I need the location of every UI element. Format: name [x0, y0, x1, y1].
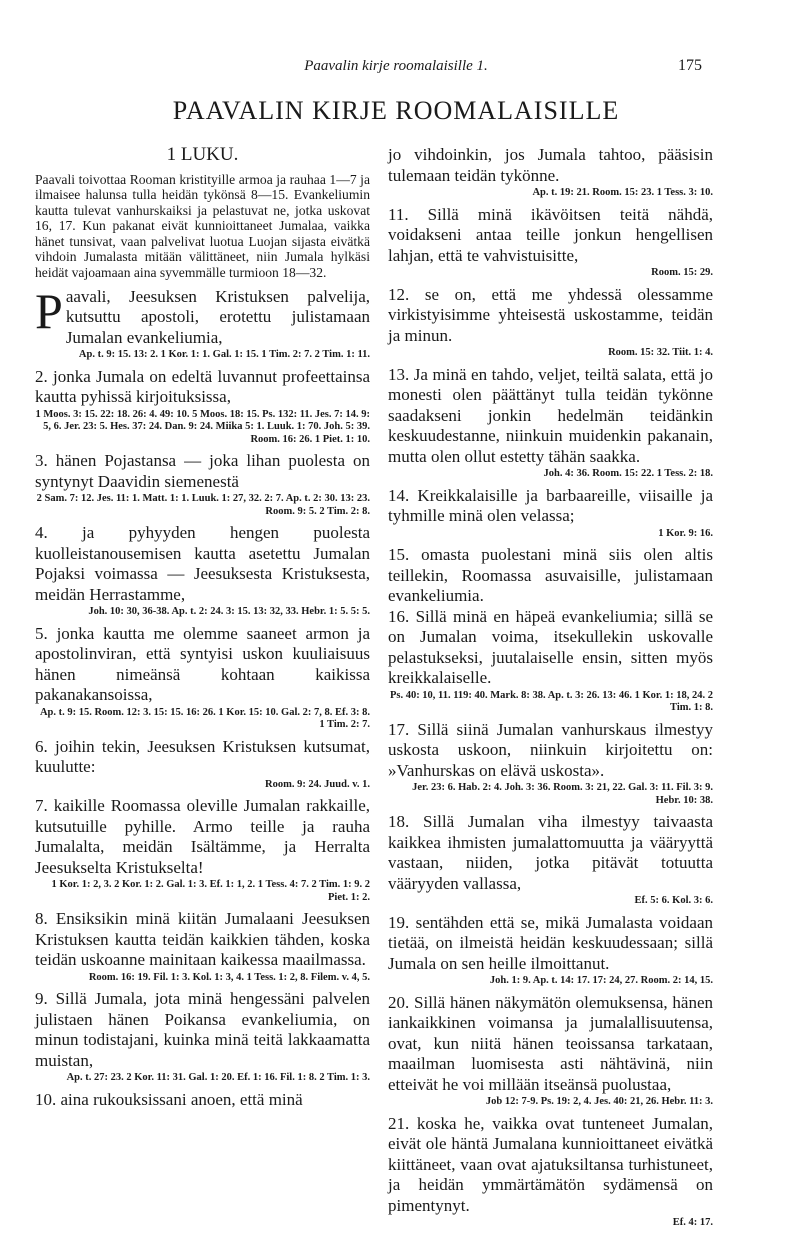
drop-cap: P: [35, 282, 63, 339]
verse-number: 8.: [35, 909, 48, 929]
verse: [35, 451, 370, 492]
verse-number: 11.: [388, 204, 409, 224]
verse-number: 6.: [35, 736, 48, 756]
right-column: [388, 145, 713, 1235]
verse-text: sentähden että se, mikä Jumalasta voidaan tietää, on ilmeistä heidän keskuudessaan; sillä Jumala on sen heille ilmoittanut.: [388, 912, 713, 973]
verse-number: 10.: [35, 1089, 57, 1109]
verse-text: kaikille Roomassa oleville Jumalan rakkaille, kutsutuille pyhille. Armo teille ja rauha Jumalalta, meidän Isältämme, ja Herralta Jeesukselta Kristukselta!: [35, 796, 370, 877]
verse-text: omasta puolestani minä siis olen altis teillekin, Roomassa asuvaisille, julistamaan evankeliumia.: [388, 545, 713, 605]
cross-references: Room. 15: 32. Tiit. 1: 4.: [608, 347, 713, 358]
verse: [388, 913, 713, 975]
verse-text: Sillä hänen näkymätön olemuksensa, hänen iankaikkinen voimansa ja jumalallisuutensa, ovat, kun niitä hänen teoissansa tarkataan, maailman luomisesta asti nähtävinä, niin etteivät he voi millään itseänsä puolustaa,: [388, 992, 714, 1094]
verse-number: 17.: [388, 719, 410, 739]
cross-references: Ap. t. 19: 21. Room. 15: 23. 1 Tess. 3: 10.: [532, 187, 713, 198]
cross-references: Ef. 4: 17.: [672, 1217, 713, 1228]
verse-text: Sillä minä en häpeä evankeliumia; sillä se on Jumalan voima, itsekullekin uskovalle pelastukseksi, juutalaiselle ensin, sitten myös kreikkalaiselle.: [388, 606, 714, 687]
verse-number: 14.: [388, 485, 410, 505]
verse-text: Sillä siinä Jumalan vanhurskaus ilmestyy uskosta uskoon, niinkuin kirjoitettu on: »Vanhurskas on elävä uskosta».: [388, 719, 714, 780]
verse-text: Ensiksikin minä kiitän Jumalaani Jeesuksen Kristuksen kautta teidän kaikkien tähden, koska teidän uskoanne mainitaan kaikessa maailmassa.: [35, 909, 370, 970]
book-title: PAAVALIN KIRJE ROOMALAISILLE: [172, 96, 620, 125]
verse: [388, 993, 713, 1096]
verse: [35, 796, 370, 878]
verse-text: hänen Pojastansa — joka lihan puolesta on syntynyt Daavidin siemenestä: [35, 451, 370, 491]
verse-text: koska he, vaikka ovat tunteneet Jumalan, eivät ole häntä Jumalana kunnioittaneet eivätkä kiittäneet, vaan ovat ajatuksiltansa turhistuneet, ja heidän ymmärtämätön sydämensä on pimentynyt.: [388, 1113, 714, 1215]
verse: [35, 624, 370, 706]
cross-references: Room. 15: 29.: [651, 267, 713, 278]
cross-references: 1 Kor. 9: 16.: [658, 527, 713, 539]
cross-references: 2 Sam. 7: 12. Jes. 11: 1. Matt. 1: 1. Luuk. 1: 27, 32. 2: 7. Ap. t. 2: 30. 13: 23. Room. 9: 5. 2 Tim. 2: 8.: [36, 493, 370, 517]
running-title: Paavalin kirje roomalaisille 1.: [304, 58, 488, 74]
verse-number: 5.: [35, 623, 48, 643]
verse-number: 2.: [35, 366, 48, 386]
verse-text: jo vihdoinkin, jos Jumala tahtoo, pääsisin tulemaan teidän tykönne.: [388, 145, 713, 185]
cross-references: Ap. t. 27: 23. 2 Kor. 11: 31. Gal. 1: 20. Ef. 1: 16. Fil. 1: 8. 2 Tim. 1: 3.: [66, 1072, 370, 1084]
verse: [388, 486, 713, 527]
cross-references: Joh. 10: 30, 36-38. Ap. t. 2: 24. 3: 15. 13: 32, 33. Hebr. 1: 5. 5: 5.: [88, 606, 370, 618]
cross-references: 1 Kor. 1: 2, 3. 2 Kor. 1: 2. Gal. 1: 3. Ef. 1: 1, 2. 1 Tess. 4: 7. 2 Tim. 1: 9. 2 Piet. 1: 2.: [51, 879, 370, 903]
verse: [388, 1114, 713, 1217]
cross-references: Job 12: 7-9. Ps. 19: 2, 4. Jes. 40: 21, 26. Hebr. 11: 3.: [485, 1096, 713, 1107]
verse: [388, 812, 713, 894]
verse-text: ja pyhyyden hengen puolesta kuolleistanousemisen kautta asetettu Jumalan Pojaksi voimassa — Jeesuksesta Kristuksesta, meidän Herrastamme,: [35, 523, 370, 604]
verse: [35, 1090, 370, 1111]
verse-number: 7.: [35, 796, 48, 816]
verse: [388, 365, 713, 468]
verse-number: 16.: [388, 606, 410, 626]
verse-text: Ja minä en tahdo, veljet, teiltä salata, että jo monesti olen päättänyt tulla teidän tykönne saadakseni jonkin hedelmän teidänkin keskuudestanne, niinkuin muidenkin pakanain, mutta olen ollut estetty tähän saakka.: [388, 364, 714, 466]
verse: [35, 737, 370, 778]
verse: [388, 205, 713, 267]
cross-references: Room. 9: 24. Juud. v. 1.: [264, 778, 370, 790]
verse: [388, 607, 713, 689]
cross-references: Ef. 5: 6. Kol. 3: 6.: [634, 895, 713, 906]
verse-number: 19.: [388, 912, 410, 932]
left-column: [35, 145, 370, 1110]
verse-number: 4.: [35, 523, 48, 543]
verse-text: Sillä Jumala, jota minä hengessäni palvelen julistaen hänen Poikansa evankeliumia, on minun todistajani, kuinka minä teitä lakkaamatta muistan,: [35, 989, 371, 1070]
chapter-heading: 1 LUKU.: [166, 144, 239, 165]
running-header: [0, 58, 792, 78]
cross-references: Ps. 40: 10, 11. 119: 40. Mark. 8: 38. Ap. t. 3: 26. 13: 46. 1 Kor. 1: 18, 24. 2 Tim. 1: 8.: [389, 689, 713, 713]
right-verses: [388, 145, 713, 1230]
page-number: 175: [678, 57, 702, 74]
verse-number: 18.: [388, 812, 410, 831]
verse-text: Sillä minä ikävöitsen teitä nähdä, voidakseni antaa teille jonkun hengellisen lahjan, että te vahvistuisitte,: [388, 204, 713, 265]
cross-references: 1 Moos. 3: 15. 22: 18. 26: 4. 49: 10. 5 Moos. 18: 15. Ps. 132: 11. Jes. 7: 14. 9: 5, 6. Jer. 23: 5. Hes. 37: 24. Dan. 9: 24. Miika 5: 1. Luuk. 1: 70. Joh. 5: 39. Room. 16: 26. 1 Piet. 1: 10.: [35, 408, 370, 445]
verse: [35, 989, 370, 1071]
verse-number: 3.: [35, 451, 48, 471]
verse-text: aina rukouksissani anoen, että minä: [60, 1089, 303, 1109]
verse-number: 9.: [35, 989, 48, 1009]
cross-references: Joh. 1: 9. Ap. t. 14: 17. 17: 24, 27. Room. 2: 14, 15.: [489, 975, 713, 986]
cross-references: Room. 16: 19. Fil. 1: 3. Kol. 1: 3, 4. 1 Tess. 1: 2, 8. Filem. v. 4, 5.: [88, 971, 370, 983]
verse-text: joihin tekin, Jeesuksen Kristuksen kutsumat, kuulutte:: [35, 736, 371, 777]
verse-text: jonka Jumala on edeltä luvannut profeettainsa kautta pyhissä kirjoituksissa,: [35, 366, 370, 407]
verse: [35, 367, 370, 408]
verse-number: 21.: [388, 1113, 410, 1133]
verse-text: Sillä Jumalan viha ilmestyy taivaasta kaikkea ihmisten jumalattomuutta ja vääryyttä vastaan, niiden, jotka pitävät totuutta vääryyden vallassa,: [388, 812, 713, 893]
verse: [35, 523, 370, 605]
verse: [388, 720, 713, 782]
verse-number: 13.: [388, 364, 410, 384]
cross-references: Ap. t. 9: 15. Room. 12: 3. 15: 15. 16: 26. 1 Kor. 15: 10. Gal. 2: 7, 8. Ef. 3: 8. 1 Tim. 2: 7.: [39, 706, 370, 731]
verse: [388, 145, 713, 186]
chapter-summary: Paavali toivottaa Rooman kristityille armoa ja rauhaa 1—7 ja ilmaisee halunsa tulla heidän tykönsä 8—15. Evankeliumin kautta tulevat vanhurskaiksi ja pelastuvat ne, jotka uskovat 16, 17. Kun pakanat eivät kunnioittaneet Jumalaa, vaikka hänet tunsivat, vaan palvelivat luotua Luojan sijasta eivätkä vihdoin Jumalasta mitään välittäneet, niin Jumala hylkäsi heidät vajoamaan aina syvemmälle turmioon 18—32.: [35, 171, 370, 281]
verse: [388, 545, 713, 607]
verse: [388, 285, 713, 347]
verse-text: aavali, Jeesuksen Kristuksen palvelija, kutsuttu apostoli, erotettu julistamaan Jumalan evankeliumia,: [65, 286, 370, 347]
verse: [35, 282, 370, 349]
verse-text: se on, että me yhdessä olessamme virkistyisimme yhteisestä uskostamme, teidän ja minun.: [388, 284, 714, 345]
cross-references: Ap. t. 9: 15. 13: 2. 1 Kor. 1: 1. Gal. 1: 15. 1 Tim. 2: 7. 2 Tim. 1: 11.: [78, 349, 370, 361]
left-verses: [35, 282, 371, 1111]
cross-references: Jer. 23: 6. Hab. 2: 4. Joh. 3: 36. Room. 3: 21, 22. Gal. 3: 11. Fil. 3: 9. Hebr. 10: 38.: [412, 782, 713, 806]
verse-number: 12.: [388, 284, 410, 304]
verse-text: Kreikkalaisille ja barbaareille, viisaille ja tyhmille minä olen velassa;: [388, 485, 713, 525]
verse-number: 15.: [388, 545, 410, 564]
cross-references: Joh. 4: 36. Room. 15: 22. 1 Tess. 2: 18.: [543, 468, 713, 479]
verse: [35, 909, 370, 971]
verse-text: jonka kautta me olemme saaneet armon ja apostolinviran, että syntyisi uskon kuuliaisuus hänen nimeänsä kohtaan kaikissa pakanakansoissa,: [35, 623, 370, 705]
verse-number: 20.: [388, 992, 410, 1012]
